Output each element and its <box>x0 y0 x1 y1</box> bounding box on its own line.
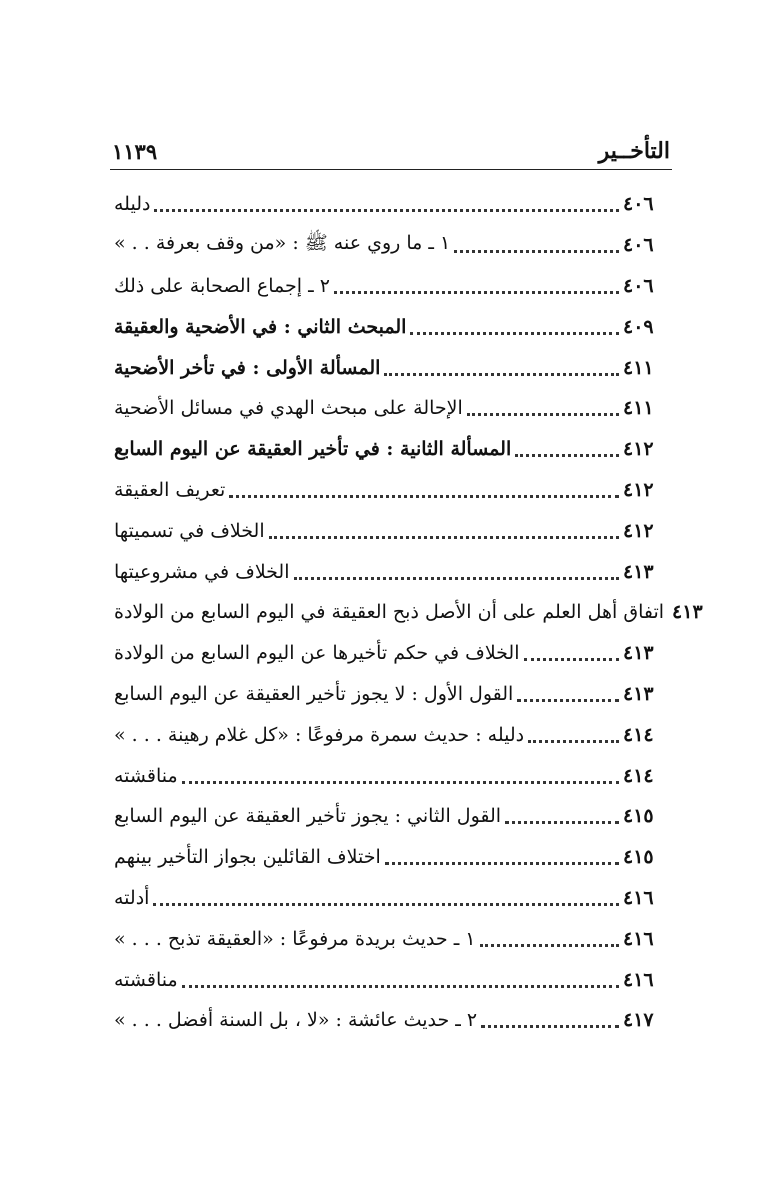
running-header <box>112 130 670 164</box>
toc-entry <box>108 266 675 307</box>
toc-entry-title: الخلاف في حكم تأخيرها عن اليوم السابع من الولادة <box>114 642 520 665</box>
page-number: ١١٣٩ <box>112 139 158 164</box>
toc-entry <box>108 388 675 429</box>
toc-entry-page: ٤١١ <box>623 397 654 420</box>
toc-entry <box>108 755 675 796</box>
toc-entry-page: ٤١٧ <box>623 1009 654 1032</box>
chapter-title: التأخــير <box>598 138 670 164</box>
toc-entry-title: المسألة الأولى : في تأخر الأضحية <box>114 356 381 379</box>
toc-entry-page: ٤٠٩ <box>623 315 654 338</box>
toc-entry <box>108 551 675 592</box>
toc-entry-title: ٢ ـ حديث عائشة : «لا ، بل السنة أفضل . . . » <box>114 1009 478 1032</box>
dot-leader <box>481 1024 619 1028</box>
toc-entry-title: المسألة الثانية : في تأخير العقيقة عن اليوم السابع <box>114 438 512 461</box>
toc-entry-page: ٤١١ <box>623 356 654 379</box>
toc-entry <box>108 184 675 225</box>
toc-entry-title: مناقشته <box>114 764 178 787</box>
toc-entry-title: ١ ـ حديث بريدة مرفوعًا : «العقيقة تذبح . . . » <box>114 927 476 950</box>
toc-entry-title: القول الأول : لا يجوز تأخير العقيقة عن اليوم السابع <box>114 682 514 705</box>
dot-leader <box>334 290 619 294</box>
toc-entry-page: ٤١٥ <box>623 805 654 828</box>
toc-entry-title: دليله <box>114 193 151 216</box>
dot-leader <box>467 412 619 416</box>
toc-entry-title: الخلاف في تسميتها <box>114 519 265 542</box>
dot-leader <box>229 494 619 498</box>
dot-leader <box>384 372 619 376</box>
toc-entry-page: ٤١٤ <box>623 723 654 746</box>
toc-entry-title: أدلته <box>114 886 150 909</box>
toc-entry-title: ١ ـ ما روي عنه ﷺ : «من وقف بعرفة . . » <box>114 232 451 255</box>
header-rule <box>110 169 672 170</box>
dot-leader <box>528 739 619 743</box>
toc-entry-title: تعريف العقيقة <box>114 478 226 501</box>
toc-entry-page: ٤٠٦ <box>623 274 654 297</box>
toc-entry-page: ٤١٤ <box>623 764 654 787</box>
dot-leader <box>269 535 619 539</box>
toc-entry <box>108 837 675 878</box>
toc-entry-page: ٤١٣ <box>672 601 703 624</box>
dot-leader <box>517 698 619 702</box>
dot-leader <box>410 331 619 335</box>
toc-entry-page: ٤١٣ <box>623 682 654 705</box>
dot-leader <box>454 249 619 253</box>
toc-entry <box>108 510 675 551</box>
toc-entry-page: ٤١٣ <box>623 642 654 665</box>
dot-leader <box>294 576 620 580</box>
toc-entry <box>108 429 675 470</box>
dot-leader <box>153 902 619 906</box>
toc-entry-title: ٢ ـ إجماع الصحابة على ذلك <box>114 274 330 297</box>
dot-leader <box>385 861 619 865</box>
toc-entry <box>108 347 675 388</box>
toc-entry-page: ٤١٢ <box>623 478 654 501</box>
toc-entry-title: دليله : حديث سمرة مرفوعًا : «كل غلام رهينة . . . » <box>114 723 525 746</box>
toc-entry-title: الإحالة على مبحث الهدي في مسائل الأضحية <box>114 397 463 420</box>
toc-entry <box>108 714 675 755</box>
toc-entry-page: ٤١٦ <box>623 968 654 991</box>
dot-leader <box>480 943 619 947</box>
toc-entry-page: ٤١٥ <box>623 846 654 869</box>
toc-entry-page: ٤١٣ <box>623 560 654 583</box>
dot-leader <box>154 208 619 212</box>
toc-entry <box>108 633 675 674</box>
toc-entry-title: مناقشته <box>114 968 178 991</box>
toc-entry <box>108 592 703 633</box>
table-of-contents <box>108 184 703 1041</box>
toc-entry-page: ٤١٢ <box>623 519 654 542</box>
toc-entry <box>108 878 675 919</box>
toc-entry-page: ٤١٢ <box>623 438 654 461</box>
toc-entry-title: القول الثاني : يجوز تأخير العقيقة عن اليوم السابع <box>114 805 502 828</box>
toc-entry <box>108 674 675 715</box>
dot-leader <box>505 820 619 824</box>
toc-entry-title: اختلاف القائلين بجواز التأخير بينهم <box>114 846 381 869</box>
dot-leader <box>515 453 619 457</box>
toc-entry <box>108 1000 675 1041</box>
toc-entry-title: المبحث الثاني : في الأضحية والعقيقة <box>114 315 407 338</box>
toc-entry-page: ٤١٦ <box>623 886 654 909</box>
toc-entry-title: اتفاق أهل العلم على أن الأصل ذبح العقيقة في اليوم السابع من الولادة <box>114 601 665 624</box>
toc-entry-page: ٤٠٦ <box>623 234 654 257</box>
dot-leader <box>182 780 619 784</box>
toc-entry <box>108 470 675 511</box>
dot-leader <box>182 984 619 988</box>
dot-leader <box>524 657 620 661</box>
toc-entry <box>108 918 675 959</box>
toc-entry-page: ٤٠٦ <box>623 193 654 216</box>
toc-entry <box>108 959 675 1000</box>
toc-entry <box>108 225 675 266</box>
toc-entry <box>108 796 675 837</box>
toc-entry-page: ٤١٦ <box>623 927 654 950</box>
toc-entry-title: الخلاف في مشروعيتها <box>114 560 290 583</box>
toc-entry <box>108 306 675 347</box>
